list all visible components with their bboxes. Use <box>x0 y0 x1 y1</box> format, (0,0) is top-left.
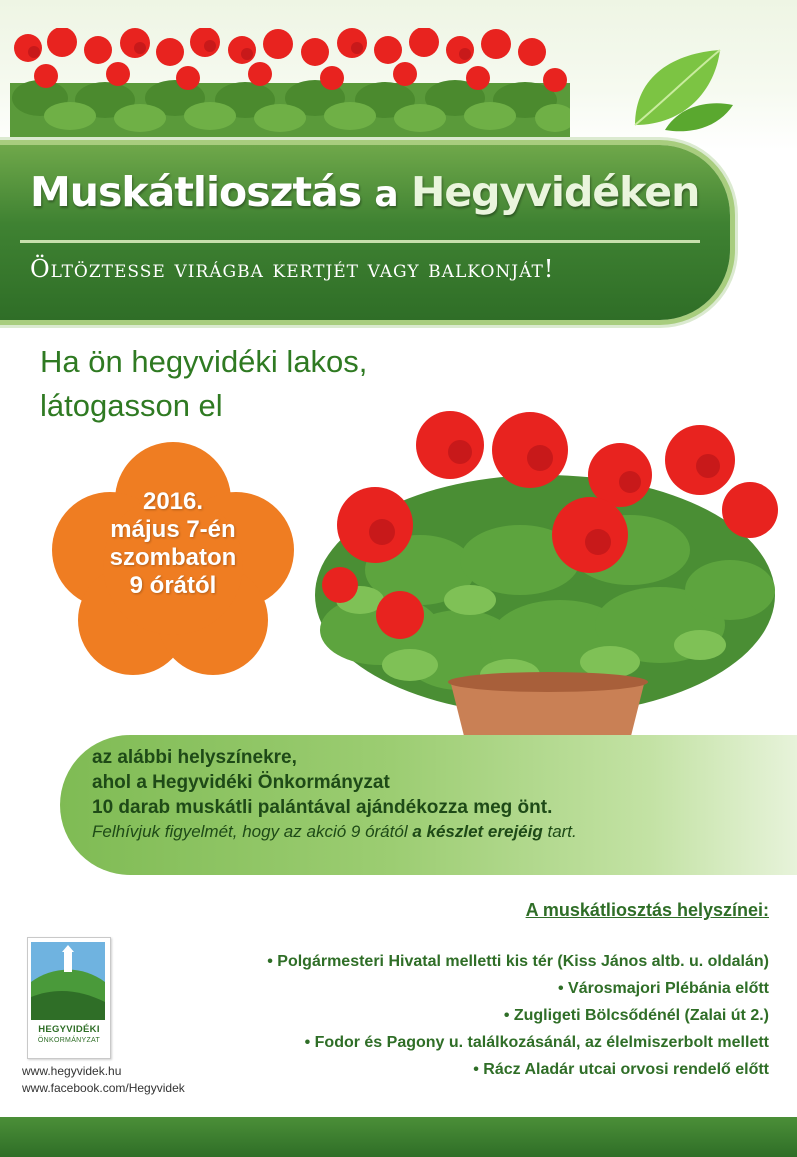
location-item: • Városmajori Plébánia előtt <box>558 980 769 997</box>
locations-list <box>267 948 769 1083</box>
date-line: szombaton <box>109 544 237 571</box>
intro-line: látogasson el <box>40 388 223 423</box>
logo-name: HEGYVIDÉKI <box>38 1024 100 1035</box>
location-item: • Zugligeti Bölcsődénél (Zalai út 2.) <box>503 1007 769 1024</box>
info-line: ahol a Hegyvidéki Önkormányzat <box>92 772 390 793</box>
title-main: Muskátliosztás <box>30 168 362 216</box>
locations-title: A muskátliosztás helyszínei: <box>525 900 769 920</box>
page-subtitle: Öltöztesse virágba kertjét vagy balkonját! <box>30 255 555 283</box>
title-divider <box>20 240 700 243</box>
title-place: Hegyvidéken <box>411 168 700 216</box>
logo-subtitle: ÖNKORMÁNYZAT <box>37 1037 101 1044</box>
info-note <box>92 820 792 844</box>
footer-band <box>0 1117 797 1157</box>
location-item: • Rácz Aladár utcai orvosi rendelő előtt <box>473 1061 769 1078</box>
info-text <box>92 745 792 844</box>
info-line: az alábbi helyszínekre, <box>92 747 297 768</box>
event-date <box>63 488 283 600</box>
title-connector: a <box>374 174 398 215</box>
location-item: • Polgármesteri Hivatal melletti kis tér (Kiss János altb. u. oldalán) <box>267 953 769 970</box>
note-emphasis: a készlet erejéig <box>412 822 543 841</box>
leaf-icon <box>625 45 735 135</box>
hill-logo-icon <box>31 942 105 1020</box>
facebook-link[interactable]: www.facebook.com/Hegyvidek <box>22 1081 185 1095</box>
note-text: tart. <box>542 822 577 841</box>
info-line: 10 darab muskátli palántával ajándékozza meg önt. <box>92 797 553 818</box>
web-links <box>22 1063 185 1097</box>
date-line: május 7-én <box>110 516 236 543</box>
geranium-row-image <box>10 28 570 138</box>
website-link[interactable]: www.hegyvidek.hu <box>22 1064 122 1078</box>
page-title <box>30 168 700 216</box>
geranium-pot-image <box>300 400 790 745</box>
location-item: • Fodor és Pagony u. találkozásánál, az élelmiszerbolt mellett <box>304 1034 769 1051</box>
date-line: 2016. <box>142 488 204 515</box>
intro-line: Ha ön hegyvidéki lakos, <box>40 344 368 379</box>
date-line: 9 órától <box>129 572 217 599</box>
note-text: Felhívjuk figyelmét, hogy az akció 9 órától <box>92 822 413 841</box>
